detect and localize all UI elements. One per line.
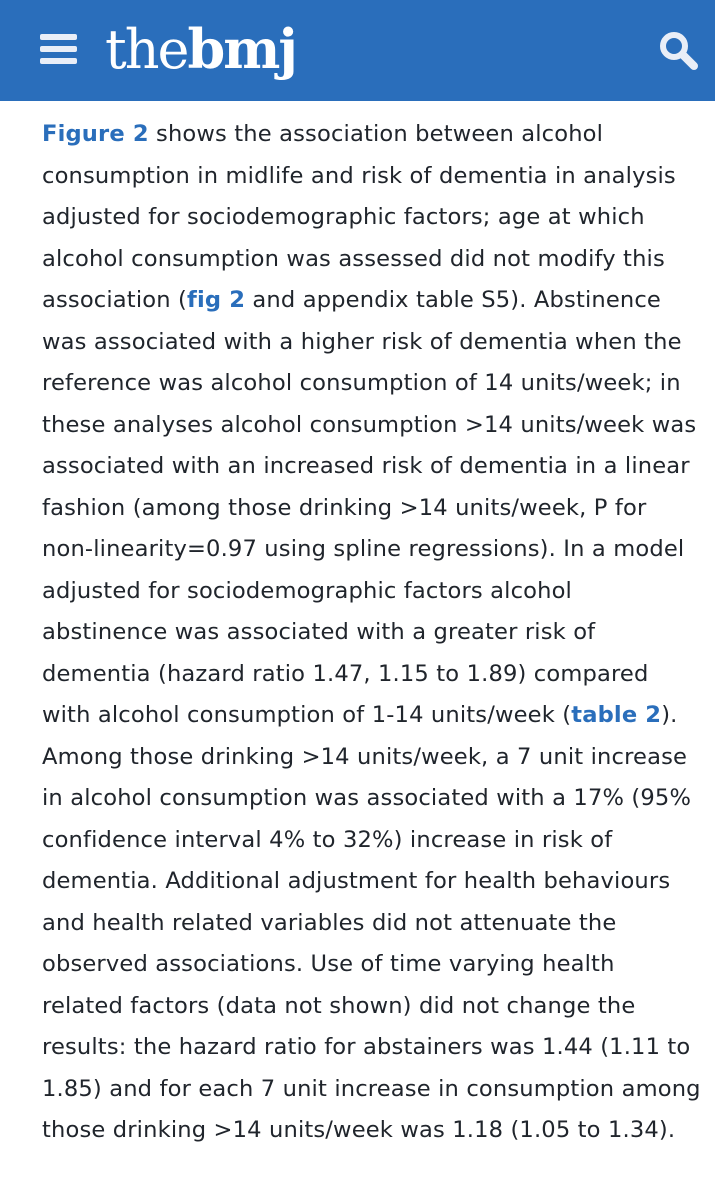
article-paragraph [42, 114, 702, 1152]
logo-bmj: bmj [187, 17, 296, 81]
menu-bar [40, 46, 77, 52]
search-icon[interactable] [656, 28, 702, 74]
hamburger-menu-icon[interactable] [40, 31, 80, 67]
paragraph-text-1: shows the association between alcohol consumption in midlife and risk of dementia in analysis adjusted for sociodemographic factors; age at which alcohol consumption was assessed did not modify this association ( [42, 121, 676, 313]
menu-bar [40, 58, 77, 64]
table-2-link[interactable]: table 2 [571, 702, 662, 728]
menu-bar [40, 34, 77, 40]
paragraph-text-2: and appendix table S5). Abstinence was associated with a higher risk of dementia when the reference was alcohol consumption of 14 units/week; in these analyses alcohol consumption >14 units/week was associated with an increased risk of dementia in a linear fashion (among those drinking >14 units/week, P for non-linearity=0.97 using spline regressions). In a model adjusted for sociodemographic factors alcohol abstinence was associated with a greater risk of dementia (hazard ratio 1.47, 1.15 to 1.89) compared with alcohol consumption of 1-14 units/week ( [42, 287, 697, 728]
search-icon-graphic [656, 28, 702, 74]
logo-the: the [105, 18, 188, 81]
paragraph-text-3: ). Among those drinking >14 units/week, a 7 unit increase in alcohol consumption was associated with a 17% (95% confidence interval 4% to 32%) increase in risk of dementia. Additional adjustment for health behaviours and health related variables did not attenuate the observed associations. Use of time varying health related factors (data not shown) did not change the results: the hazard ratio for abstainers was 1.44 (1.11 to 1.85) and for each 7 unit increase in consumption among those drinking >14 units/week was 1.18 (1.05 to 1.34). [42, 702, 701, 1143]
site-header [0, 0, 715, 101]
figure-2-link[interactable]: Figure 2 [42, 121, 149, 147]
fig-2-link[interactable]: fig 2 [186, 287, 246, 313]
bmj-logo[interactable] [105, 14, 296, 84]
